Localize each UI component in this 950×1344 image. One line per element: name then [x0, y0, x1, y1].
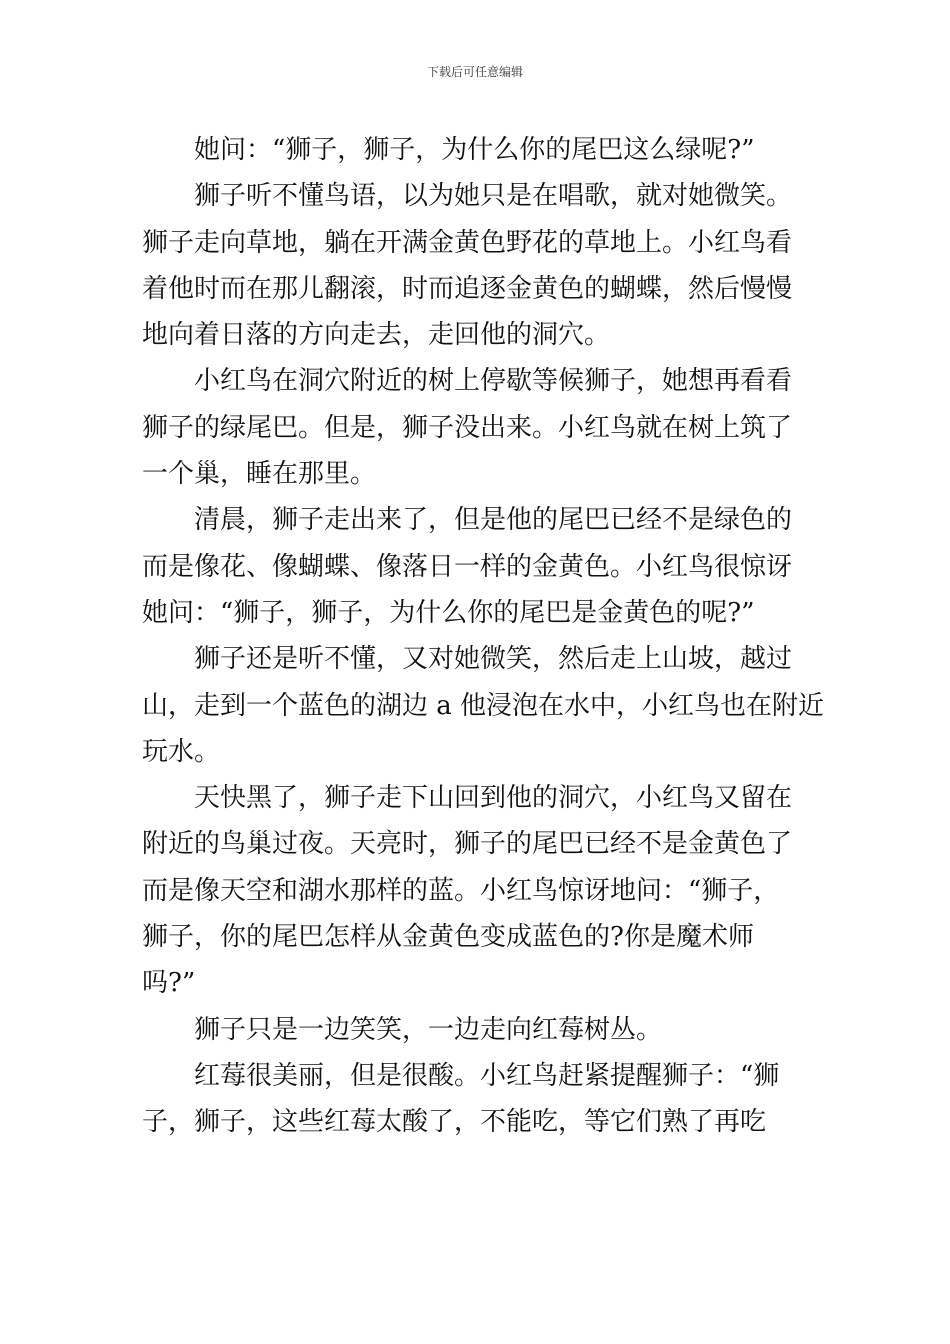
- text-line: 一个巢，睡在那里。: [142, 459, 377, 490]
- page-header: 下载后可任意编辑: [426, 65, 523, 79]
- text-line: 小红鸟在洞穴附近的树上停歇等候狮子，她想再看看: [194, 366, 793, 397]
- text-line: 狮子只是一边笑笑，一边走向红莓树丛。: [194, 1014, 663, 1045]
- text-line: 玩水。: [142, 736, 221, 767]
- text-line: 狮子走向草地，躺在开满金黄色野花的草地上。小红鸟看: [142, 227, 793, 258]
- text-line: 狮子听不懂鸟语，以为她只是在唱歌，就对她微笑。: [194, 181, 793, 212]
- text-line: 狮子还是听不懂，又对她微笑，然后走上山坡，越过: [194, 644, 793, 675]
- story-text: [142, 127, 825, 1146]
- text-line: 子，狮子，这些红莓太酸了，不能吃，等它们熟了再吃: [142, 1107, 767, 1138]
- text-line: 地向着日落的方向走去，走回他的洞穴。: [142, 320, 611, 351]
- text-line: 她问：“狮子，狮子，为什么你的尾巴这么绿呢?”: [194, 135, 755, 165]
- text-line: 而是像天空和湖水那样的蓝。小红鸟惊讶地问：“狮子，: [142, 875, 780, 906]
- text-line: 而是像花、像蝴蝶、像落日一样的金黄色。小红鸟很惊讶: [142, 551, 793, 582]
- text-line: 红莓很美丽，但是很酸。小红鸟赶紧提醒狮子：“狮: [194, 1060, 780, 1091]
- text-line: 天快黑了，狮子走下山回到他的洞穴，小红鸟又留在: [194, 783, 793, 814]
- text-line: 狮子，你的尾巴怎样从金黄色变成蓝色的?你是魔术师: [142, 922, 754, 953]
- text-line: 她问：“狮子，狮子，为什么你的尾巴是金黄色的呢?”: [142, 597, 755, 628]
- text-line: 着他时而在那儿翻滚，时而追逐金黄色的蝴蝶，然后慢慢: [142, 273, 793, 304]
- text-line: 吗?”: [142, 968, 196, 999]
- text-line: 狮子的绿尾巴。但是，狮子没出来。小红鸟就在树上筑了: [142, 412, 793, 443]
- text-line: 清晨，狮子走出来了，但是他的尾巴已经不是绿色的: [194, 505, 793, 536]
- text-line: 山，走到一个蓝色的湖边 a 他浸泡在水中，小红鸟也在附近: [142, 690, 825, 721]
- text-line: 附近的鸟巢过夜。天亮时，狮子的尾巴已经不是金黄色了: [142, 829, 793, 860]
